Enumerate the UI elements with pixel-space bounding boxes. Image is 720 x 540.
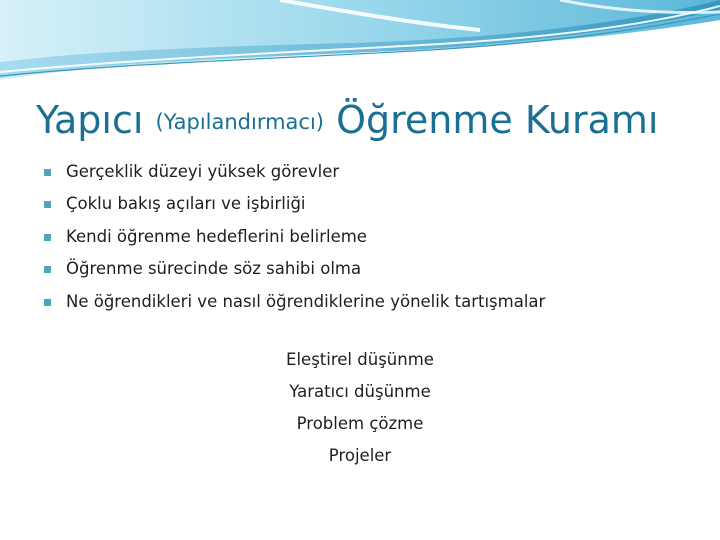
centered-item: Yaratıcı düşünme (289, 382, 431, 401)
title-main-part-2: Öğrenme Kuramı (336, 98, 659, 142)
bullet-text: Kendi öğrenme hedeflerini belirleme (66, 226, 367, 246)
bullet-text: Gerçeklik düzeyi yüksek görevler (66, 162, 340, 181)
square-bullet-icon (44, 266, 51, 273)
bullet-item (44, 221, 545, 253)
title-parenthetical: (Yapılandırmacı) (155, 110, 325, 134)
slide-title (36, 96, 706, 146)
square-bullet-icon (44, 299, 51, 306)
bullet-item (44, 156, 545, 188)
bullet-text: Öğrenme sürecinde söz sahibi olma (66, 259, 362, 279)
header-wave-decoration (0, 0, 720, 90)
square-bullet-icon (44, 234, 51, 241)
bullet-list (44, 156, 545, 318)
square-bullet-icon (44, 169, 51, 176)
bullet-item (44, 253, 545, 285)
bullet-item (44, 188, 545, 220)
bullet-item (44, 286, 545, 318)
centered-item: Eleştirel düşünme (286, 350, 434, 369)
centered-skill-list (200, 344, 520, 472)
centered-item: Problem çözme (296, 414, 424, 433)
bullet-text: Ne öğrendikleri ve nasıl öğrendiklerine yönelik tartışmalar (66, 291, 546, 311)
bullet-text: Çoklu bakış açıları ve işbirliği (66, 194, 306, 214)
centered-item: Projeler (328, 446, 392, 465)
square-bullet-icon (44, 201, 51, 208)
title-main-part-1: Yapıcı (36, 98, 144, 142)
